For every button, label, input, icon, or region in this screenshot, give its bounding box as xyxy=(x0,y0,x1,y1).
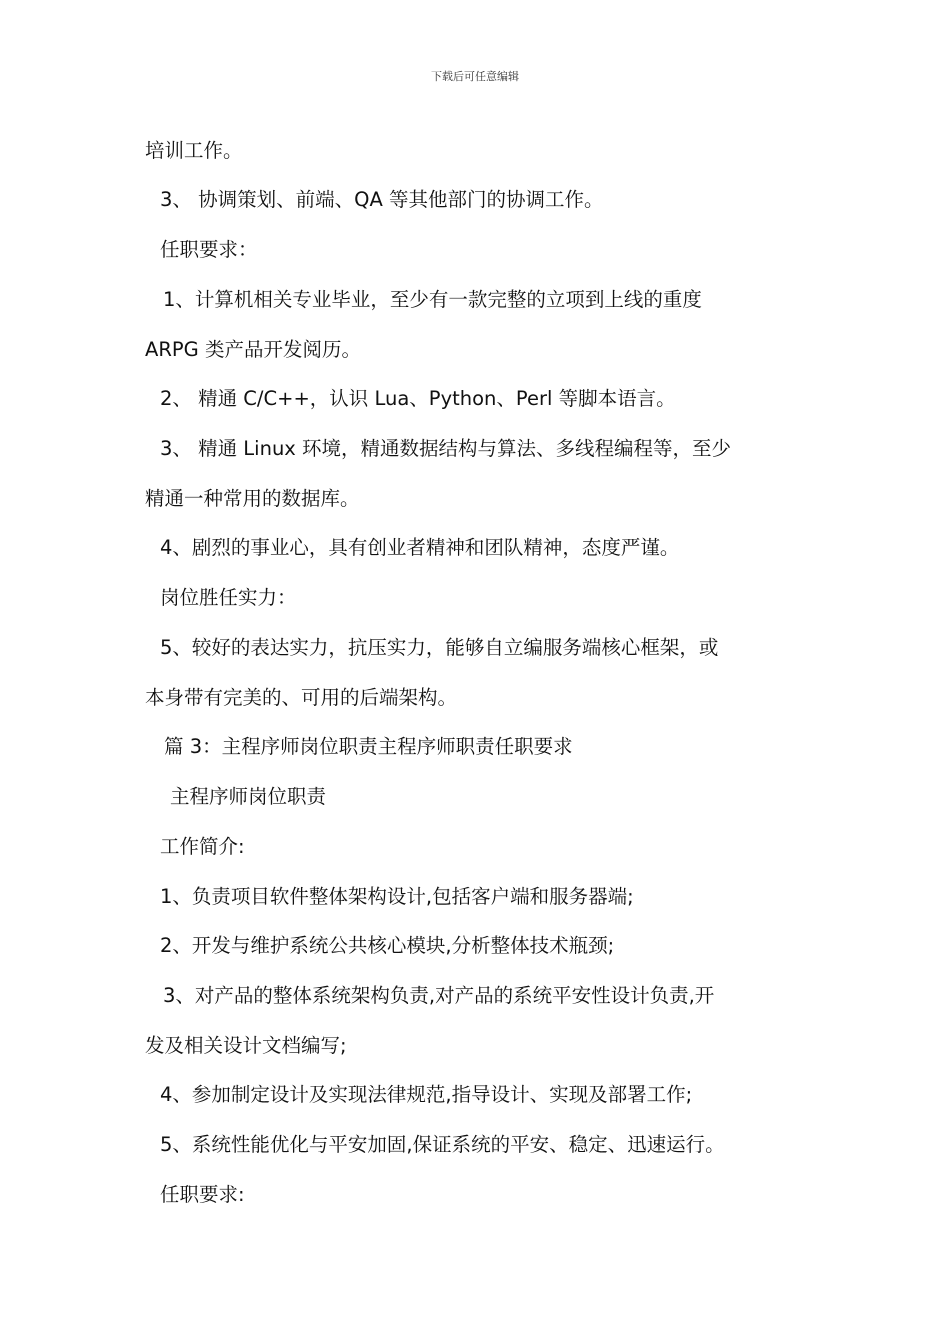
paragraph-line: 5、系统性能优化与平安加固,保证系统的平安、稳定、迅速运行。 xyxy=(160,1133,725,1156)
paragraph-line: 任职要求: xyxy=(160,1183,245,1206)
paragraph-line: 4、参加制定设计及实现法律规范,指导设计、实现及部署工作; xyxy=(160,1083,693,1106)
paragraph-line: 篇 3：主程序师岗位职责主程序师职责任职要求 xyxy=(164,735,573,758)
paragraph-line: 培训工作。 xyxy=(145,139,243,162)
paragraph-line: 发及相关设计文档编写; xyxy=(145,1034,347,1057)
paragraph-line: 本身带有完美的、可用的后端架构。 xyxy=(145,686,458,709)
paragraph-line: 主程序师岗位职责 xyxy=(170,785,327,808)
paragraph-line: 3、 协调策划、前端、QA 等其他部门的协调工作。 xyxy=(160,188,604,211)
paragraph-line: 任职要求： xyxy=(160,238,258,261)
paragraph-line: 精通一种常用的数据库。 xyxy=(145,487,360,510)
paragraph-line: ARPG 类产品开发阅历。 xyxy=(145,338,361,361)
paragraph-line: 1、计算机相关专业毕业，至少有一款完整的立项到上线的重度 xyxy=(163,288,702,311)
paragraph-line: 4、剧烈的事业心，具有创业者精神和团队精神，态度严谨。 xyxy=(160,536,680,559)
paragraph-line: 3、对产品的整体系统架构负责,对产品的系统平安性设计负责,开 xyxy=(163,984,715,1007)
paragraph-line: 1、负责项目软件整体架构设计,包括客户端和服务器端; xyxy=(160,885,634,908)
paragraph-line: 2、 精通 C/C++，认识 Lua、Python、Perl 等脚本语言。 xyxy=(160,387,676,410)
paragraph-line: 岗位胜任实力： xyxy=(160,586,297,609)
page-header: 下载后可任意编辑 xyxy=(431,70,519,83)
paragraph-line: 2、开发与维护系统公共核心模块,分析整体技术瓶颈; xyxy=(160,934,615,957)
paragraph-line: 工作简介: xyxy=(160,835,245,858)
paragraph-line: 5、较好的表达实力，抗压实力，能够自立编服务端核心框架，或 xyxy=(160,636,719,659)
paragraph-line: 3、 精通 Linux 环境，精通数据结构与算法、多线程编程等，至少 xyxy=(160,437,732,460)
